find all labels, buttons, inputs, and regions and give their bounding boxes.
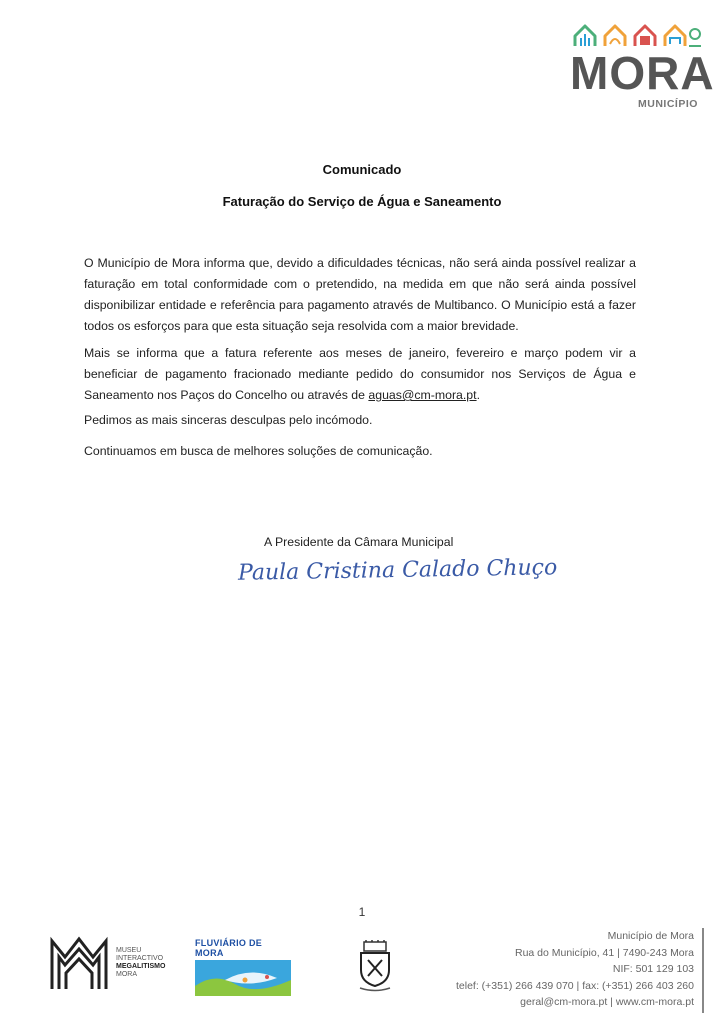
document-heading: Comunicado	[322, 162, 402, 177]
megalith-icon	[50, 935, 108, 991]
museum-logo	[50, 935, 190, 995]
page-number: 1	[358, 905, 366, 919]
paragraph-2-end: .	[476, 388, 480, 402]
paragraph-2-text: Mais se informa que a fatura referente aos meses de janeiro, fevereiro e março podem vir a beneficiar de pagamento fracionado mediante pedido do consumidor nos Serviços de Água e Saneamento nos Paços do Concelho ou através de	[84, 346, 636, 402]
fluviario-title: FLUVIÁRIO DE MORA	[195, 938, 263, 958]
contact-divider	[702, 928, 704, 1013]
paragraph-1: O Município de Mora informa que, devido a dificuldades técnicas, não será ainda possível realizar a faturação em total conformidade com o pretendido, na medida em que não será ainda possível disponibilizar entidade e referência para pagamento através de Multibanco. O Município está a fazer todos os esforços para que esta situação seja resolvida com a maior brevidade.	[84, 256, 636, 333]
logo-subtitle: MUNICÍPIO	[638, 98, 698, 110]
museum-name: MUSEU INTERACTIVO MEGALITISMO MORA	[116, 947, 166, 978]
fish-icon	[195, 958, 291, 998]
crest-icon	[354, 940, 396, 992]
municipal-crest	[354, 940, 396, 992]
paragraph-3: Pedimos as mais sinceras desculpas pelo incómodo.	[84, 413, 373, 427]
municipality-logo	[568, 22, 715, 114]
paragraph-4: Continuamos em busca de melhores soluções de comunicação.	[84, 444, 433, 458]
signature-title: A Presidente da Câmara Municipal	[264, 535, 454, 549]
paragraph-2	[84, 343, 636, 406]
contact-phones: telef: (+351) 266 439 070 | fax: (+351) 266 403 260	[456, 979, 694, 992]
water-email-link[interactable]: aguas@cm-mora.pt	[368, 388, 477, 402]
contact-nif: NIF: 501 129 103	[612, 963, 694, 975]
contact-block	[456, 928, 694, 1011]
fluviario-logo	[195, 938, 291, 992]
contact-address: Rua do Município, 41 | 7490-243 Mora	[514, 946, 694, 959]
logo-wordmark: MORA	[570, 47, 715, 99]
signature: Paula Cristina Calado Chuço	[237, 555, 558, 586]
contact-emails[interactable]: geral@cm-mora.pt | www.cm-mora.pt	[520, 996, 694, 1008]
contact-name: Município de Mora	[607, 930, 694, 942]
document-subheading: Faturação do Serviço de Água e Saneamento	[222, 194, 502, 209]
